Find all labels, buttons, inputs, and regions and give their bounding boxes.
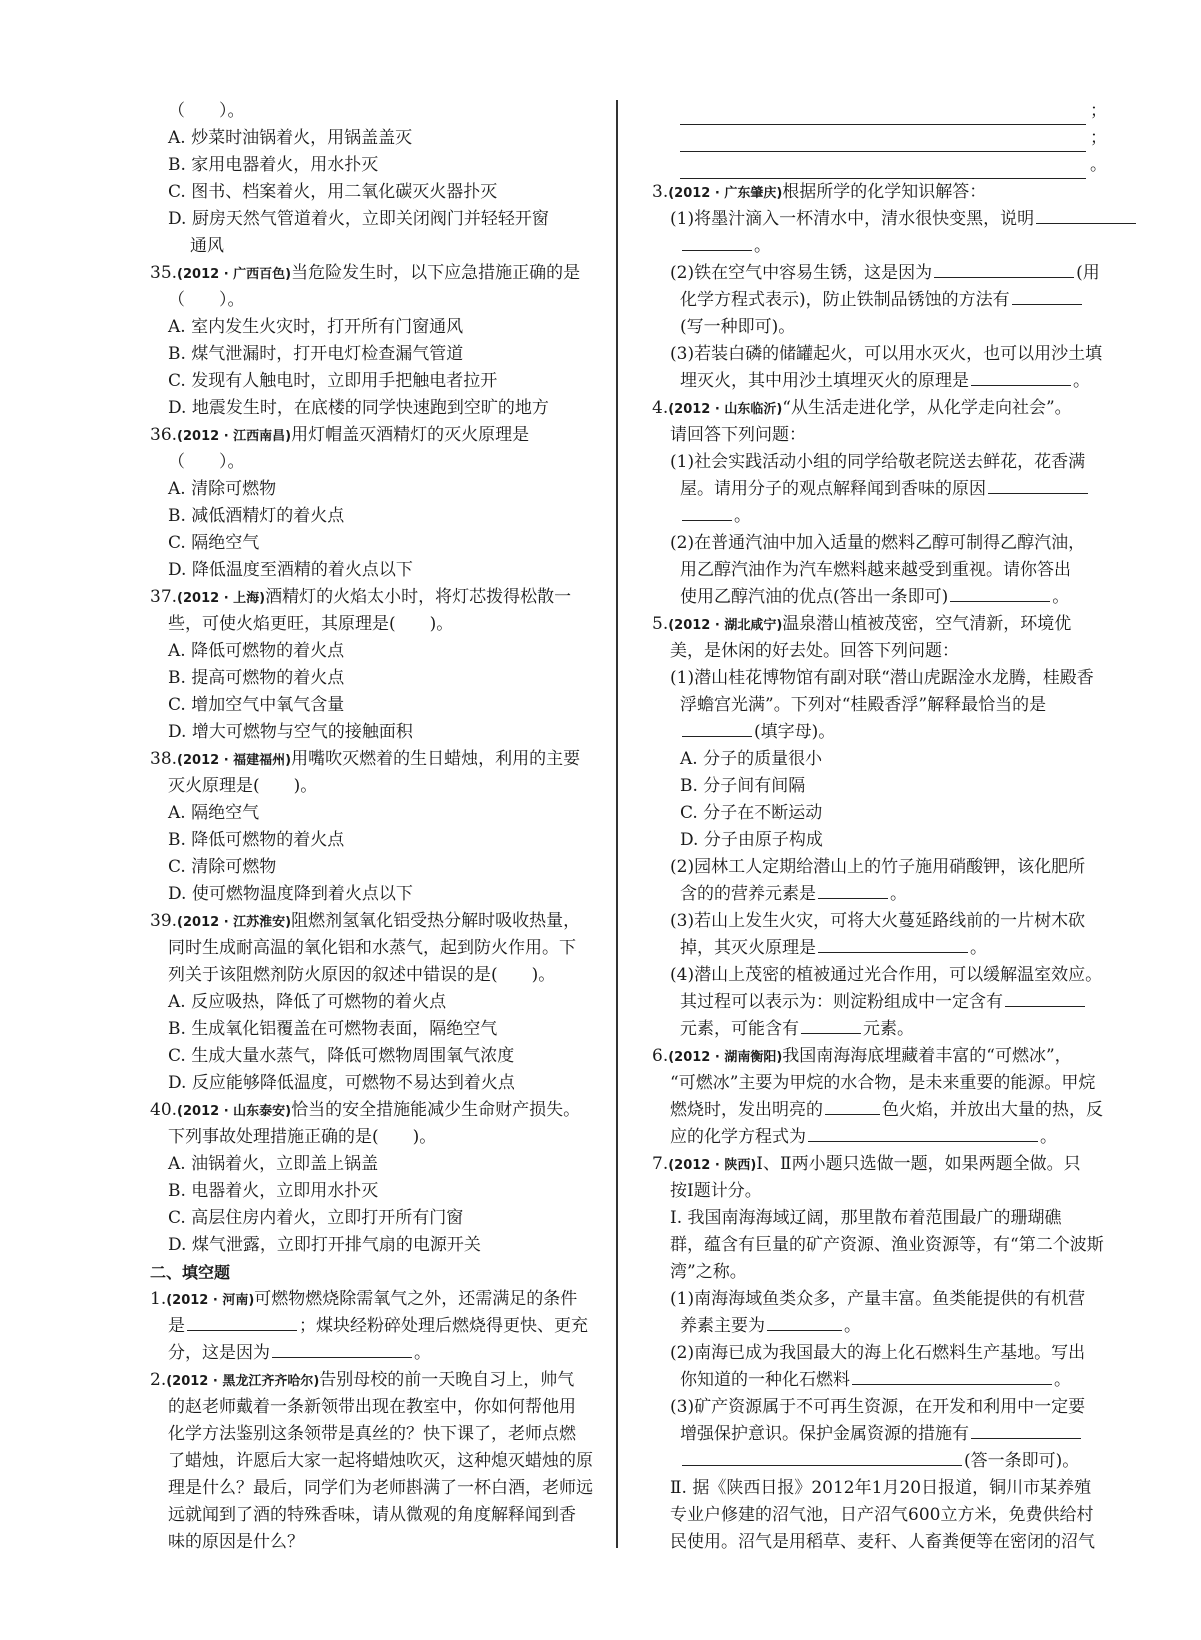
line-text: A. 隔绝空气 bbox=[168, 803, 260, 823]
line-text: 通风 bbox=[190, 236, 224, 256]
line-text: B. 电器着火，立即用水扑灭 bbox=[168, 1181, 379, 1201]
line-text-after: 。 bbox=[414, 1343, 431, 1363]
line-text: 灭火原理是( )。 bbox=[168, 776, 318, 796]
right-line bbox=[652, 530, 1107, 557]
answer-blank bbox=[682, 503, 732, 521]
line-end-punct: ； bbox=[1090, 101, 1107, 121]
line-text: 元素，可能含有 bbox=[680, 1019, 799, 1039]
right-line bbox=[652, 935, 1107, 962]
right-line bbox=[652, 1232, 1107, 1259]
line-text: C. 高层住房内着火，立即打开所有门窗 bbox=[168, 1208, 464, 1228]
left-line bbox=[150, 233, 605, 260]
left-line bbox=[150, 179, 605, 206]
line-text: (4)潜山上茂密的植被通过光合作用，可以缓解温室效应。 bbox=[670, 965, 1103, 985]
line-text: 的赵老师戴着一条新领带出现在教室中，你如何帮他用 bbox=[168, 1397, 576, 1417]
right-line bbox=[652, 287, 1107, 314]
line-text: “可燃冰”主要为甲烷的水合物，是未来重要的能源。甲烷 bbox=[670, 1073, 1096, 1093]
line-text: D. 煤气泄露，立即打开排气扇的电源开关 bbox=[168, 1235, 481, 1255]
question-text: 温泉潜山植被茂密，空气清新，环境优 bbox=[782, 614, 1072, 634]
line-text: B. 减低酒精灯的着火点 bbox=[168, 506, 345, 526]
answer-blank bbox=[682, 1448, 962, 1466]
line-text: (3)矿产资源属于不可再生资源，在开发和利用中一定要 bbox=[670, 1397, 1086, 1417]
line-text: 请回答下列问题： bbox=[670, 425, 806, 445]
right-line bbox=[652, 341, 1107, 368]
right-line bbox=[652, 179, 1107, 206]
right-line bbox=[652, 422, 1107, 449]
line-text: 远就闻到了酒的特殊香味，请从微观的角度解释闻到香 bbox=[168, 1505, 576, 1525]
left-line bbox=[150, 206, 605, 233]
line-text: D. 分子由原子构成 bbox=[680, 830, 823, 850]
right-line bbox=[652, 314, 1107, 341]
left-line bbox=[150, 422, 605, 449]
left-line bbox=[150, 152, 605, 179]
left-line bbox=[150, 1043, 605, 1070]
left-line bbox=[150, 935, 605, 962]
line-text: 增强保护意识。保护金属资源的措施有 bbox=[680, 1424, 969, 1444]
question-number: 5. bbox=[652, 614, 669, 634]
line-text: A. 分子的质量很小 bbox=[680, 749, 823, 769]
question-source: (2012 · 福建福州) bbox=[177, 753, 292, 768]
line-text: (3)若山上发生火灾，可将大火蔓延路线前的一片树木砍 bbox=[670, 911, 1086, 931]
line-text-after: (填字母)。 bbox=[754, 722, 836, 742]
answer-blank bbox=[818, 935, 968, 953]
left-line bbox=[150, 287, 605, 314]
right-line bbox=[652, 1097, 1107, 1124]
question-source: (2012 · 陕西) bbox=[668, 1158, 757, 1173]
question-source: (2012 · 上海) bbox=[177, 591, 266, 606]
right-line bbox=[652, 557, 1107, 584]
right-line bbox=[652, 1394, 1107, 1421]
left-line bbox=[150, 854, 605, 881]
left-line bbox=[150, 368, 605, 395]
question-number: 7. bbox=[652, 1154, 669, 1174]
line-text: A. 室内发生火灾时，打开所有门窗通风 bbox=[168, 317, 464, 337]
line-text: A. 油锅着火，立即盖上锅盖 bbox=[168, 1154, 379, 1174]
question-source: (2012 · 山东临沂) bbox=[668, 402, 783, 417]
answer-blank bbox=[682, 233, 752, 251]
line-text: 专业户修建的沼气池，日产沼气600立方米，免费供给村 bbox=[670, 1505, 1094, 1525]
line-text: 民使用。沼气是用稻草、麦秆、人畜粪便等在密闭的沼气 bbox=[670, 1532, 1095, 1552]
line-text: C. 发现有人触电时，立即用手把触电者拉开 bbox=[168, 371, 498, 391]
question-source: (2012 · 山东泰安) bbox=[177, 1104, 292, 1119]
question-number: 40. bbox=[150, 1100, 178, 1120]
line-text: 屋。请用分子的观点解释闻到香味的原因 bbox=[680, 479, 986, 499]
question-source: (2012 · 江西南昌) bbox=[177, 429, 292, 444]
right-line bbox=[652, 125, 1107, 152]
line-text-after: (用 bbox=[1076, 263, 1100, 283]
right-line bbox=[652, 449, 1107, 476]
line-text: 养素主要为 bbox=[680, 1316, 765, 1336]
left-line bbox=[150, 1421, 605, 1448]
right-line bbox=[652, 152, 1107, 179]
line-text: B. 分子间有间隔 bbox=[680, 776, 806, 796]
question-source: (2012 · 广西百色) bbox=[177, 267, 292, 282]
line-text-after: 。 bbox=[1054, 1370, 1071, 1390]
line-text-after: 。 bbox=[844, 1316, 861, 1336]
left-line bbox=[150, 773, 605, 800]
line-text: (3)若装白磷的储罐起火，可以用水灭火，也可以用沙土填 bbox=[670, 344, 1103, 364]
line-text: B. 煤气泄漏时，打开电灯检查漏气管道 bbox=[168, 344, 464, 364]
question-number: 35. bbox=[150, 263, 178, 283]
question-text: Ⅰ、Ⅱ两小题只选做一题，如果两题全做。只 bbox=[756, 1154, 1081, 1174]
line-text: A. 反应吸热，降低了可燃物的着火点 bbox=[168, 992, 447, 1012]
line-text: 按Ⅰ题计分。 bbox=[670, 1181, 762, 1201]
right-line bbox=[652, 1448, 1107, 1475]
left-line bbox=[150, 341, 605, 368]
question-text: 可燃物燃烧除需氧气之外，还需满足的条件 bbox=[254, 1289, 578, 1309]
right-line bbox=[652, 908, 1107, 935]
right-line bbox=[652, 665, 1107, 692]
right-line bbox=[652, 260, 1107, 287]
line-text-after: (答一条即可)。 bbox=[964, 1451, 1080, 1471]
right-line bbox=[652, 773, 1107, 800]
line-text: 化学方法鉴别这条领带是真丝的？快下课了，老师点燃 bbox=[168, 1424, 576, 1444]
right-line bbox=[652, 746, 1107, 773]
answer-blank bbox=[1036, 206, 1136, 224]
left-line bbox=[150, 746, 605, 773]
line-text-after: ；煤块经粉碎处理后燃烧得更快、更充 bbox=[299, 1316, 588, 1336]
right-line bbox=[652, 692, 1107, 719]
answer-blank bbox=[682, 719, 752, 737]
question-number: 36. bbox=[150, 425, 178, 445]
line-text: C. 图书、档案着火，用二氧化碳灭火器扑灭 bbox=[168, 182, 498, 202]
right-line bbox=[652, 1070, 1107, 1097]
line-end-punct: ； bbox=[1090, 128, 1107, 148]
question-number: 39. bbox=[150, 911, 178, 931]
right-line bbox=[652, 1367, 1107, 1394]
right-line bbox=[652, 827, 1107, 854]
question-number: 6. bbox=[652, 1046, 669, 1066]
right-line bbox=[652, 881, 1107, 908]
line-text: (2)铁在空气中容易生锈，这是因为 bbox=[670, 263, 933, 283]
line-text: B. 家用电器着火，用水扑灭 bbox=[168, 155, 379, 175]
left-line bbox=[150, 611, 605, 638]
left-line bbox=[150, 692, 605, 719]
left-line bbox=[150, 1286, 605, 1313]
right-line bbox=[652, 1043, 1107, 1070]
right-line bbox=[652, 638, 1107, 665]
right-line bbox=[652, 503, 1107, 530]
answer-blank bbox=[801, 1016, 861, 1034]
right-line bbox=[652, 1421, 1107, 1448]
right-line bbox=[652, 611, 1107, 638]
line-text: 掉，其灭火原理是 bbox=[680, 938, 816, 958]
line-text: 浮蟾宫光满”。下列对“桂殿香浮”解释最恰当的是 bbox=[680, 695, 1047, 715]
right-line bbox=[652, 719, 1107, 746]
left-line bbox=[150, 530, 605, 557]
left-line bbox=[150, 1205, 605, 1232]
line-text: B. 提高可燃物的着火点 bbox=[168, 668, 345, 688]
line-text: 些，可使火焰更旺，其原理是( )。 bbox=[168, 614, 454, 634]
line-text: 用乙醇汽油作为汽车燃料越来越受到重视。请你答出 bbox=[680, 560, 1071, 580]
left-line bbox=[150, 584, 605, 611]
line-text: 含的的营养元素是 bbox=[680, 884, 816, 904]
question-text: 酒精灯的火焰太小时，将灯芯拨得松散一 bbox=[265, 587, 572, 607]
left-line bbox=[150, 1259, 605, 1286]
question-number: 38. bbox=[150, 749, 178, 769]
line-text: （ ）。 bbox=[168, 290, 245, 310]
line-text: C. 隔绝空气 bbox=[168, 533, 260, 553]
line-text-after: 元素。 bbox=[863, 1019, 914, 1039]
right-line bbox=[652, 395, 1107, 422]
left-line bbox=[150, 962, 605, 989]
question-number: 4. bbox=[652, 398, 669, 418]
right-line bbox=[652, 854, 1107, 881]
line-text: 同时生成耐高温的氧化铝和水蒸气，起到防火作用。下 bbox=[168, 938, 576, 958]
right-line bbox=[652, 233, 1107, 260]
left-line bbox=[150, 1502, 605, 1529]
question-text: 根据所学的化学知识解答： bbox=[782, 182, 987, 202]
left-line bbox=[150, 449, 605, 476]
left-line bbox=[150, 1475, 605, 1502]
line-text-after: 色火焰，并放出大量的热，反 bbox=[882, 1100, 1103, 1120]
right-line bbox=[652, 800, 1107, 827]
question-source: (2012 · 广东肇庆) bbox=[668, 186, 783, 201]
line-text: (写一种即可)。 bbox=[680, 317, 796, 337]
left-line bbox=[150, 1070, 605, 1097]
question-source: (2012 · 湖南衡阳) bbox=[668, 1050, 783, 1065]
question-number: 2. bbox=[150, 1370, 167, 1390]
line-text-after: 。 bbox=[1073, 371, 1090, 391]
question-number: 37. bbox=[150, 587, 178, 607]
right-line bbox=[652, 476, 1107, 503]
line-text: 下列事故处理措施正确的是( )。 bbox=[168, 1127, 437, 1147]
right-line bbox=[652, 1529, 1107, 1556]
right-line bbox=[652, 1502, 1107, 1529]
question-number: 1. bbox=[150, 1289, 167, 1309]
question-number: 3. bbox=[652, 182, 669, 202]
answer-blank bbox=[187, 1313, 297, 1331]
question-source: (2012 · 黑龙江齐齐哈尔) bbox=[166, 1374, 320, 1389]
right-line bbox=[652, 1286, 1107, 1313]
left-line bbox=[150, 1232, 605, 1259]
left-line bbox=[150, 260, 605, 287]
left-line bbox=[150, 314, 605, 341]
answer-blank bbox=[988, 476, 1088, 494]
answer-line bbox=[680, 158, 1086, 179]
right-line bbox=[652, 584, 1107, 611]
line-text: 埋灭火，其中用沙土填埋灭火的原理是 bbox=[680, 371, 969, 391]
right-line bbox=[652, 1475, 1107, 1502]
left-line bbox=[150, 476, 605, 503]
line-text-after: 。 bbox=[890, 884, 907, 904]
line-text: A. 降低可燃物的着火点 bbox=[168, 641, 345, 661]
answer-blank bbox=[272, 1340, 412, 1358]
question-text: 告别母校的前一天晚自习上，帅气 bbox=[319, 1370, 575, 1390]
answer-blank bbox=[971, 368, 1071, 386]
left-line bbox=[150, 1124, 605, 1151]
line-text: B. 降低可燃物的着火点 bbox=[168, 830, 345, 850]
left-line bbox=[150, 800, 605, 827]
line-text: 了蜡烛，许愿后大家一起将蜡烛吹灭，这种熄灭蜡烛的原 bbox=[168, 1451, 593, 1471]
left-line bbox=[150, 1529, 605, 1556]
line-text: (1)将墨汁滴入一杯清水中，清水很快变黑，说明 bbox=[670, 209, 1035, 229]
left-line bbox=[150, 503, 605, 530]
line-text: 是 bbox=[168, 1316, 185, 1336]
line-text: A. 清除可燃物 bbox=[168, 479, 277, 499]
right-line bbox=[652, 368, 1107, 395]
left-line bbox=[150, 557, 605, 584]
left-column bbox=[150, 98, 605, 1556]
question-text: 恰当的安全措施能减少生命财产损失。 bbox=[291, 1100, 581, 1120]
line-text: 应的化学方程式为 bbox=[670, 1127, 806, 1147]
right-column bbox=[652, 98, 1107, 1556]
answer-blank bbox=[767, 1313, 842, 1331]
left-line bbox=[150, 989, 605, 1016]
left-line bbox=[150, 1178, 605, 1205]
line-text: C. 清除可燃物 bbox=[168, 857, 277, 877]
left-line bbox=[150, 1394, 605, 1421]
left-line bbox=[150, 1367, 605, 1394]
line-text: 燃烧时，发出明亮的 bbox=[670, 1100, 823, 1120]
right-line bbox=[652, 1016, 1107, 1043]
question-text: 当危险发生时，以下应急措施正确的是 bbox=[291, 263, 581, 283]
question-text: 用嘴吹灭燃着的生日蜡烛，利用的主要 bbox=[291, 749, 581, 769]
answer-blank bbox=[971, 1421, 1081, 1439]
question-source: (2012 · 江苏淮安) bbox=[177, 915, 292, 930]
line-text-after: 。 bbox=[1040, 1127, 1057, 1147]
line-text: 湾”之称。 bbox=[670, 1262, 747, 1282]
left-line bbox=[150, 1016, 605, 1043]
line-text: C. 增加空气中氧气含量 bbox=[168, 695, 345, 715]
line-text: (2)在普通汽油中加入适量的燃料乙醇可制得乙醇汽油， bbox=[670, 533, 1086, 553]
line-text: B. 生成氧化铝覆盖在可燃物表面，隔绝空气 bbox=[168, 1019, 498, 1039]
answer-blank bbox=[1005, 989, 1085, 1007]
line-text-after: 。 bbox=[734, 506, 751, 526]
right-line bbox=[652, 1124, 1107, 1151]
line-end-punct: 。 bbox=[1090, 155, 1107, 175]
question-text: “从生活走进化学，从化学走向社会”。 bbox=[782, 398, 1072, 418]
line-text: (2)园林工人定期给潜山上的竹子施用硝酸钾，该化肥所 bbox=[670, 857, 1086, 877]
line-text: (1)南海海域鱼类众多，产量丰富。鱼类能提供的有机营 bbox=[670, 1289, 1086, 1309]
line-text: (1)社会实践活动小组的同学给敬老院送去鲜花，花香满 bbox=[670, 452, 1086, 472]
line-text: Ⅰ. 我国南海海域辽阔，那里散布着范围最广的珊瑚礁 bbox=[670, 1208, 1062, 1228]
left-line bbox=[150, 1097, 605, 1124]
line-text: （ ）。 bbox=[168, 452, 245, 472]
left-line bbox=[150, 1448, 605, 1475]
right-line bbox=[652, 1205, 1107, 1232]
line-text: （ ）。 bbox=[168, 101, 245, 121]
question-text: 用灯帽盖灭酒精灯的灭火原理是 bbox=[291, 425, 530, 445]
left-line bbox=[150, 827, 605, 854]
line-text: 二、填空题 bbox=[150, 1263, 231, 1282]
answer-blank bbox=[825, 1097, 880, 1115]
line-text-after: 。 bbox=[970, 938, 987, 958]
line-text: D. 地震发生时，在底楼的同学快速跑到空旷的地方 bbox=[168, 398, 549, 418]
left-line bbox=[150, 665, 605, 692]
line-text: 理是什么？最后，同学们为老师斟满了一杯白酒，老师远 bbox=[168, 1478, 593, 1498]
left-line bbox=[150, 1340, 605, 1367]
line-text: Ⅱ. 据《陕西日报》2012年1月20日报道，铜川市某养殖 bbox=[670, 1478, 1092, 1498]
left-line bbox=[150, 1151, 605, 1178]
right-line bbox=[652, 962, 1107, 989]
line-text: (1)潜山桂花博物馆有副对联“潜山虎踞淦水龙腾，桂殿香 bbox=[670, 668, 1094, 688]
line-text: D. 厨房天然气管道着火，立即关闭阀门并轻轻开窗 bbox=[168, 209, 549, 229]
question-text: 阻燃剂氢氧化铝受热分解时吸收热量， bbox=[291, 911, 581, 931]
right-line bbox=[652, 1178, 1107, 1205]
left-line bbox=[150, 719, 605, 746]
line-text: D. 增大可燃物与空气的接触面积 bbox=[168, 722, 413, 742]
line-text: C. 分子在不断运动 bbox=[680, 803, 823, 823]
answer-blank bbox=[808, 1124, 1038, 1142]
line-text: (2)南海已成为我国最大的海上化石燃料生产基地。写出 bbox=[670, 1343, 1086, 1363]
line-text: 你知道的一种化石燃料 bbox=[680, 1370, 850, 1390]
left-line bbox=[150, 395, 605, 422]
line-text: 群，蕴含有巨量的矿产资源、渔业资源等，有“第二个波斯 bbox=[670, 1235, 1104, 1255]
question-text: 我国南海海底埋藏着丰富的“可燃冰”， bbox=[782, 1046, 1072, 1066]
left-line bbox=[150, 881, 605, 908]
answer-blank bbox=[950, 584, 1050, 602]
answer-blank bbox=[1012, 287, 1082, 305]
line-text: 其过程可以表示为：则淀粉组成中一定含有 bbox=[680, 992, 1003, 1012]
right-line bbox=[652, 1313, 1107, 1340]
right-line bbox=[652, 1259, 1107, 1286]
left-line bbox=[150, 125, 605, 152]
right-line bbox=[652, 1340, 1107, 1367]
right-line bbox=[652, 98, 1107, 125]
line-text: 美，是休闲的好去处。回答下列问题： bbox=[670, 641, 959, 661]
line-text: 化学方程式表示)，防止铁制品锈蚀的方法有 bbox=[680, 290, 1010, 310]
line-text-after: 。 bbox=[754, 236, 771, 256]
line-text: D. 使可燃物温度降到着火点以下 bbox=[168, 884, 413, 904]
right-line bbox=[652, 1151, 1107, 1178]
line-text: 味的原因是什么？ bbox=[168, 1532, 304, 1552]
line-text: 分，这是因为 bbox=[168, 1343, 270, 1363]
answer-line bbox=[680, 131, 1086, 152]
answer-blank bbox=[852, 1367, 1052, 1385]
question-source: (2012 · 河南) bbox=[166, 1293, 255, 1308]
right-line bbox=[652, 989, 1107, 1016]
left-line bbox=[150, 1313, 605, 1340]
line-text: D. 反应能够降低温度，可燃物不易达到着火点 bbox=[168, 1073, 515, 1093]
answer-line bbox=[680, 104, 1086, 125]
column-divider bbox=[616, 100, 618, 1548]
line-text: C. 生成大量水蒸气，降低可燃物周围氧气浓度 bbox=[168, 1046, 515, 1066]
question-source: (2012 · 湖北咸宁) bbox=[668, 618, 783, 633]
line-text: 列关于该阻燃剂防火原因的叙述中错误的是( )。 bbox=[168, 965, 556, 985]
left-line bbox=[150, 638, 605, 665]
line-text: 使用乙醇汽油的优点(答出一条即可) bbox=[680, 587, 949, 607]
line-text: D. 降低温度至酒精的着火点以下 bbox=[168, 560, 413, 580]
left-line bbox=[150, 908, 605, 935]
line-text: A. 炒菜时油锅着火，用锅盖盖灭 bbox=[168, 128, 413, 148]
answer-blank bbox=[818, 881, 888, 899]
right-line bbox=[652, 206, 1107, 233]
left-line bbox=[150, 98, 605, 125]
answer-blank bbox=[934, 260, 1074, 278]
line-text-after: 。 bbox=[1052, 587, 1070, 607]
